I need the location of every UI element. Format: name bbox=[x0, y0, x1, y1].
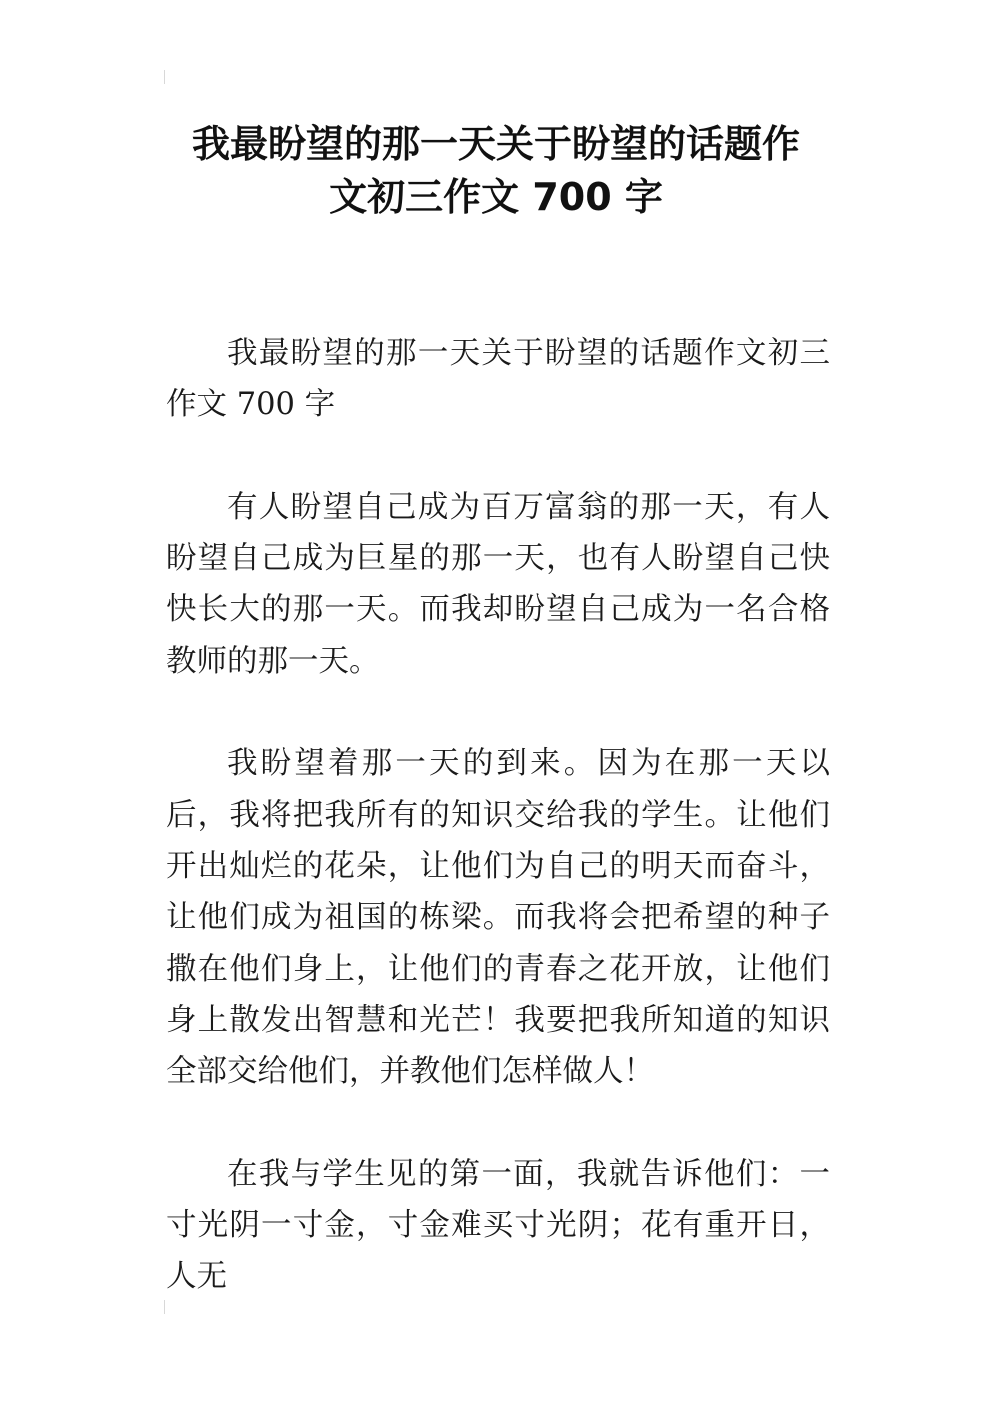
document-body bbox=[166, 328, 830, 1354]
paragraph-2: 有人盼望自己成为百万富翁的那一天，有人盼望自己成为巨星的那一天，也有人盼望自己快快长大的那一天。而我却盼望自己成为一名合格教师的那一天。 bbox=[166, 489, 830, 679]
paragraph-3: 我盼望着那一天的到来。因为在那一天以后，我将把我所有的知识交给我的学生。让他们开出灿烂的花朵，让他们为自己的明天而奋斗，让他们成为祖国的栋梁。而我将会把希望的种子撒在他们身上，让他们的青春之花开放，让他们身上散发出智慧和光芒！我要把我所知道的知识全部交给他们，并教他们怎样做人！ bbox=[166, 746, 830, 1090]
page-corner-mark-top bbox=[164, 70, 165, 84]
title-line-1: 我最盼望的那一天关于盼望的话题作 bbox=[191, 122, 800, 166]
document-title bbox=[160, 118, 832, 224]
title-line-2: 文初三作文 700 字 bbox=[329, 175, 663, 219]
paragraph-1: 我最盼望的那一天关于盼望的话题作文初三作文 700 字 bbox=[166, 336, 830, 423]
page-corner-mark-bottom bbox=[164, 1300, 165, 1314]
paragraph-4: 在我与学生见的第一面，我就告诉他们：一寸光阴一寸金，寸金难买寸光阴；花有重开日，人无 bbox=[166, 1156, 830, 1295]
